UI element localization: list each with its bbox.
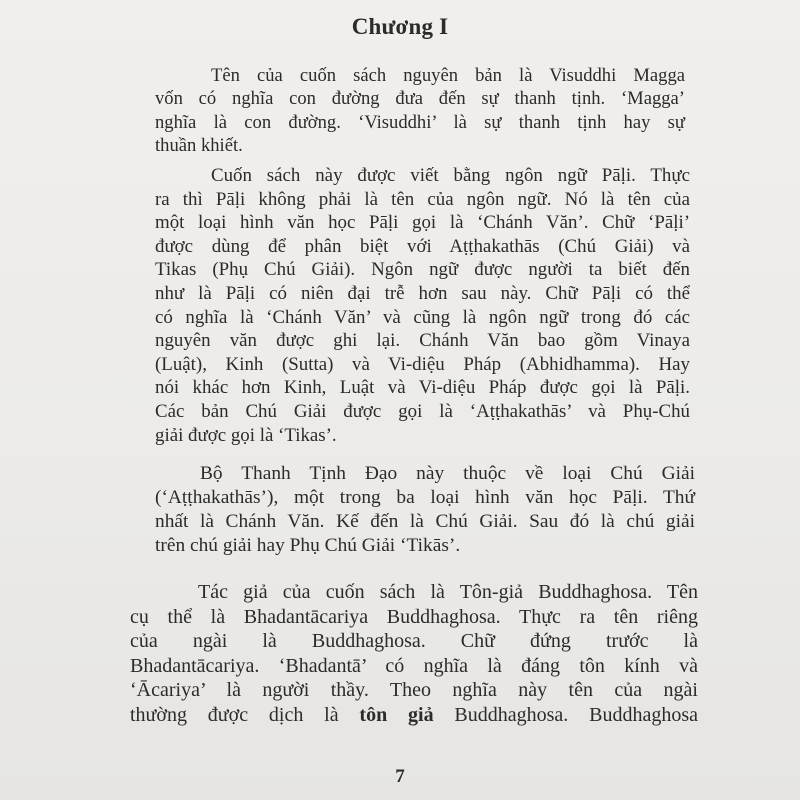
text-line: ra thì Pāḷi không phải là tên của ngôn ngữ. Nó là tên của xyxy=(155,188,690,210)
text-line: nói khác hơn Kinh, Luật và Vi-diệu Pháp được gọi là Pāḷi. xyxy=(155,377,690,399)
text-line: cụ thể là Bhadantācariya Buddhaghosa. Thực ra tên riêng xyxy=(130,605,698,628)
page-number: 7 xyxy=(395,766,405,787)
text-line: Bộ Thanh Tịnh Đạo này thuộc về loại Chú Giải xyxy=(200,463,695,484)
text-line: được dùng để phân biệt với Aṭṭhakathās (Chú Giải) và xyxy=(155,235,690,257)
paragraph-2 xyxy=(155,164,690,447)
text-line: Tikas (Phụ Chú Giải). Ngôn ngữ được người ta biết đến xyxy=(155,259,690,281)
text-line: như là Pāḷi có niên đại trễ hơn sau này. Chữ Pāḷi có thể xyxy=(155,282,690,304)
text-line: của ngài là Buddhaghosa. Chữ đứng trước là xyxy=(130,630,698,653)
text-line: (‘Aṭṭhakathās’), một trong ba loại hình văn học Pāḷi. Thứ xyxy=(155,487,695,508)
text-line: nguyên văn được ghi lại. Chánh Văn bao gồm Vinaya xyxy=(155,330,690,352)
paragraph-3 xyxy=(155,462,695,558)
paragraph-4 xyxy=(130,580,698,728)
text-line-with-bold xyxy=(130,703,698,728)
text-segment: Buddhaghosa. Buddhaghosa xyxy=(433,703,698,726)
text-line: trên chú giải hay Phụ Chú Giải ‘Tikās’. xyxy=(155,535,461,556)
text-line: một loại hình văn học Pāḷi gọi là ‘Chánh Văn’. Chữ ‘Pāḷi’ xyxy=(155,212,690,234)
text-line: có nghĩa là ‘Chánh Văn’ và cũng là ngôn ngữ trong đó các xyxy=(155,306,690,328)
text-line: ‘Ācariya’ là người thầy. Theo nghĩa này tên của ngài xyxy=(130,679,698,702)
chapter-title: Chương I xyxy=(351,14,449,39)
text-line: thuần khiết. xyxy=(155,135,243,157)
text-line: (Luật), Kinh (Sutta) và Vi-diệu Pháp (Abhidhamma). Hay xyxy=(155,353,690,375)
text-line: nghĩa là con đường. ‘Visuddhi’ là sự thanh tịnh hay sự xyxy=(155,111,685,133)
text-segment: thường được dịch là xyxy=(130,703,360,726)
bold-term: tôn giả xyxy=(359,703,434,726)
text-line: Tác giả của cuốn sách là Tôn-giả Buddhaghosa. Tên xyxy=(198,581,698,603)
text-line: Các bản Chú Giải được gọi là ‘Aṭṭhakathās’ và Phụ-Chú xyxy=(155,400,690,422)
text-line: vốn có nghĩa con đường đưa đến sự thanh tịnh. ‘Magga’ xyxy=(155,88,685,110)
text-line: giải được gọi là ‘Tikas’. xyxy=(155,424,337,446)
text-line: nhất là Chánh Văn. Kế đến là Chú Giải. Sau đó là chú giải xyxy=(155,511,695,532)
text-line: Cuốn sách này được viết bằng ngôn ngữ Pāḷi. Thực xyxy=(211,165,690,186)
text-line: Bhadantācariya. ‘Bhadantā’ có nghĩa là đáng tôn kính và xyxy=(130,654,698,677)
paragraph-1 xyxy=(155,64,685,158)
text-line: Tên của cuốn sách nguyên bản là Visuddhi Magga xyxy=(211,65,685,86)
